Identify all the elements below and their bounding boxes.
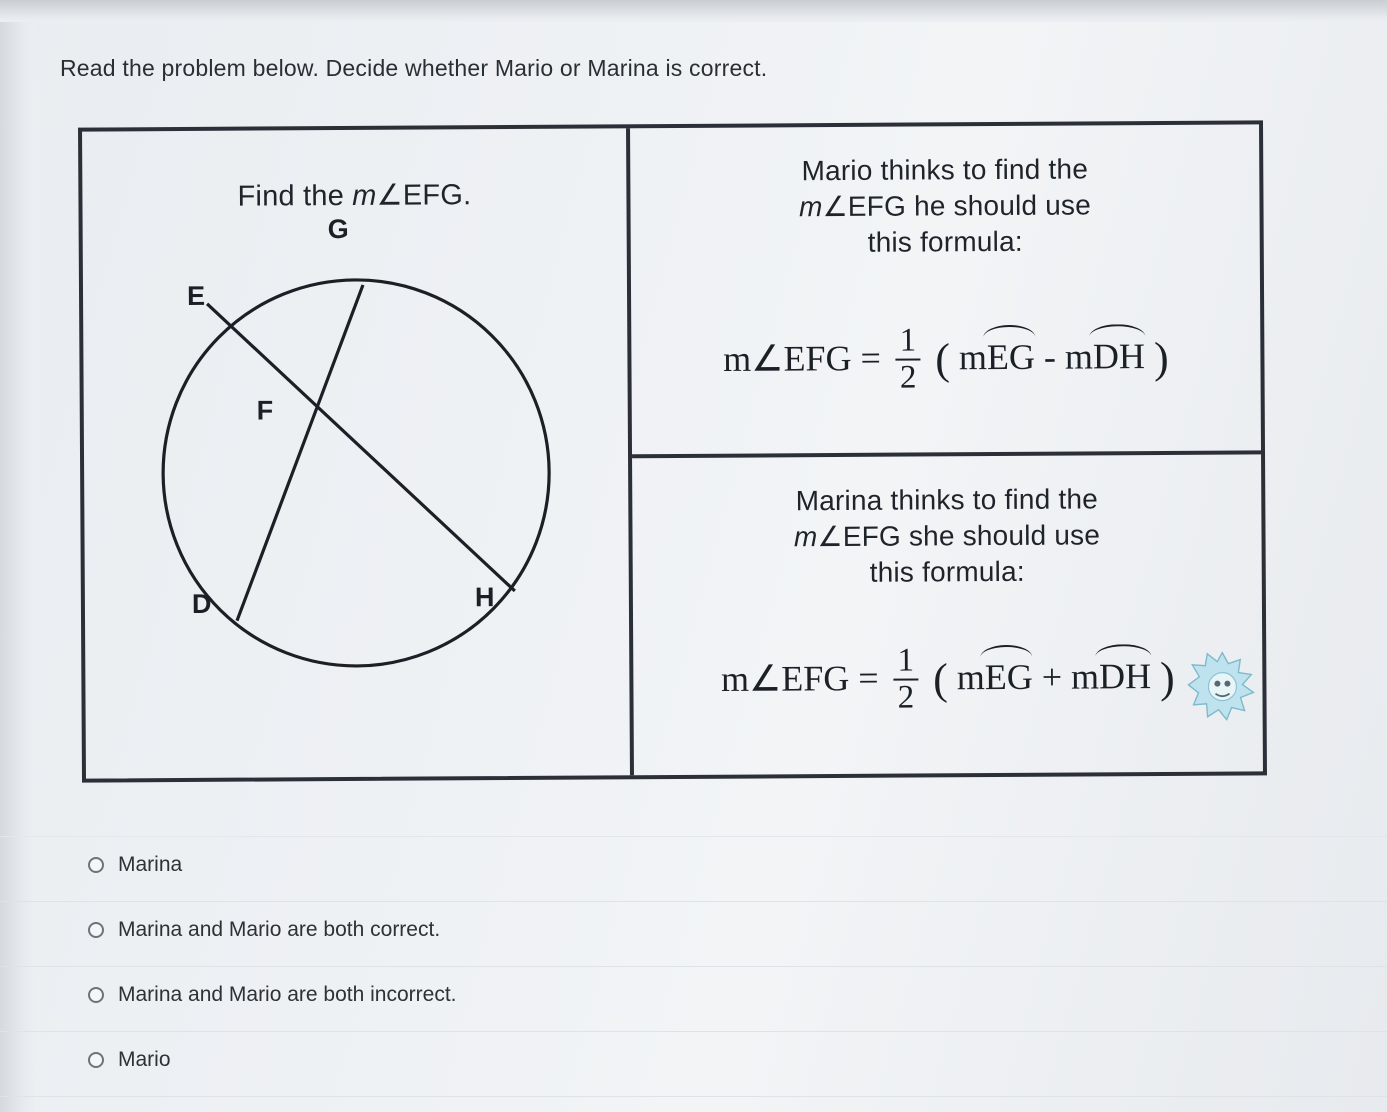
mario-formula-arc-DH [1065,333,1145,377]
chord-GD [235,285,365,621]
diagram-cell-title [82,128,627,216]
arc-overbar-icon [1095,644,1151,659]
mario-line-2-italic-m: m [798,190,823,223]
option-label: Marina [118,853,183,876]
instruction-text: Read the problem below. Decide whether Mario or Marina is correct. [60,55,768,81]
sticker-eye-right [1224,681,1230,687]
arc-overbar-icon [981,645,1033,660]
problem-table [78,120,1267,782]
mario-cell-title [630,124,1260,261]
marina-formula-denominator: 2 [897,679,915,716]
mario-formula-denominator: 2 [899,359,917,396]
mario-formula-open-paren: ( [935,334,951,384]
sticker-icon [1187,650,1257,720]
marina-formula-term-1: mEG [956,657,1033,698]
marina-line-2-italic-m: m [793,520,818,553]
diagram-title-italic-m: m [352,179,377,212]
option-row[interactable] [0,967,1387,1032]
marina-formula-term-2: mDH [1070,656,1152,697]
sticker-eye-left [1214,681,1220,687]
option-row[interactable] [0,1032,1387,1097]
point-label-D: D [191,588,212,619]
diagram-cell [82,128,634,778]
marina-line-3: this formula: [869,555,1025,588]
diagram-title-rest: ∠EFG. [376,179,472,212]
option-label: Marina and Mario are both correct. [118,918,441,941]
marina-formula-equals: = [858,658,879,699]
marina-line-2: ∠EFG she should use [817,519,1101,552]
marina-formula [633,644,1262,718]
circle-diagram [83,206,634,769]
arc-overbar-icon [1089,324,1145,339]
mario-formula-term-2: mDH [1064,336,1146,377]
marina-formula-close-paren: ) [1159,653,1175,703]
circle-diagram-svg [83,206,634,769]
point-label-H: H [474,582,495,613]
mario-cell [630,124,1261,458]
marina-line-1: Marina thinks to find the [795,483,1099,517]
mario-formula-term-1: mEG [958,337,1036,378]
marina-formula-operator: + [1041,656,1063,698]
chord-EH [207,302,515,593]
option-row[interactable] [0,902,1387,967]
mario-formula-arc-EG [959,334,1035,378]
radio-button-icon[interactable] [88,922,104,938]
marina-formula-open-paren: ( [932,654,948,704]
radio-button-icon[interactable] [88,857,104,873]
marina-cell-title [632,454,1262,591]
marina-formula-fraction [893,642,918,716]
marina-formula-lhs: m∠EFG [720,658,850,699]
claims-column [630,124,1263,775]
mario-formula-close-paren: ) [1153,333,1169,383]
mario-line-2: ∠EFG he should use [822,189,1092,222]
diagram-title-prefix: Find the [237,179,353,213]
radio-button-icon[interactable] [88,987,104,1003]
radio-button-icon[interactable] [88,1052,104,1068]
mario-formula-numerator: 1 [896,324,921,360]
mario-formula [631,324,1260,398]
marina-formula-arc-EG [957,654,1033,698]
marina-cell [632,454,1263,775]
point-label-G: G [327,213,349,245]
mario-formula-lhs: m∠EFG [723,338,852,379]
mario-line-1: Mario thinks to find the [801,153,1089,187]
point-label-F: F [256,395,274,426]
point-label-E: E [186,280,206,311]
option-row[interactable] [0,836,1387,902]
marina-formula-numerator: 1 [893,645,918,681]
mario-line-3: this formula: [867,225,1023,258]
mario-formula-fraction [896,324,921,394]
answer-options [0,836,1387,1097]
mario-formula-equals: = [860,337,881,379]
marina-formula-arc-DH [1071,653,1151,697]
option-label: Mario [118,1048,171,1071]
option-label: Marina and Mario are both incorrect. [118,983,457,1006]
mario-formula-operator: - [1043,336,1057,377]
arc-overbar-icon [983,325,1035,340]
